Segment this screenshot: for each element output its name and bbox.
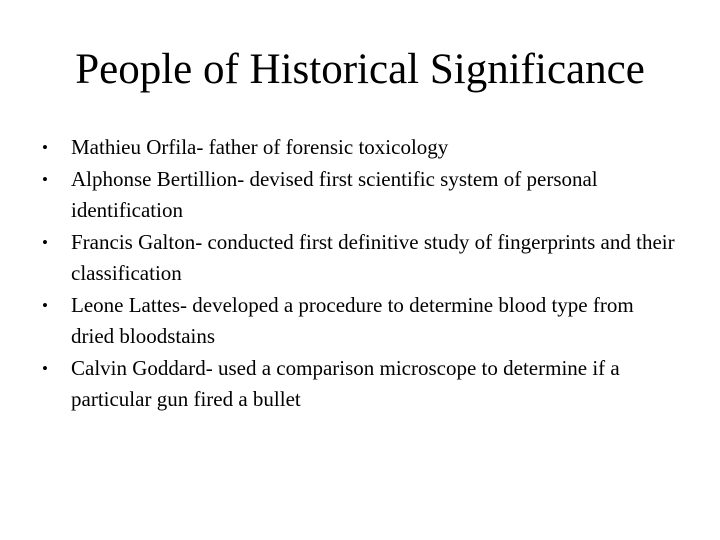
bullet-text: Alphonse Bertillion- devised first scientific system of personal identification (71, 166, 598, 222)
bullet-icon: • (42, 358, 48, 378)
bullet-item-galton (42, 227, 682, 290)
bullet-icon: • (42, 169, 48, 189)
bullet-item-lattes (42, 290, 682, 353)
bullet-text: Francis Galton- conducted first definitive study of fingerprints and their classification (71, 229, 675, 285)
bullet-icon: • (42, 295, 48, 315)
slide-title: People of Historical Significance (75, 46, 645, 93)
bullet-text: Calvin Goddard- used a comparison microscope to determine if a particular gun fired a bullet (71, 355, 620, 411)
bullet-list (42, 132, 682, 416)
bullet-item-orfila (42, 132, 682, 164)
bullet-text: Leone Lattes- developed a procedure to determine blood type from dried bloodstains (71, 292, 634, 348)
bullet-text: Mathieu Orfila- father of forensic toxicology (71, 135, 449, 159)
bullet-icon: • (42, 232, 48, 252)
bullet-icon: • (42, 138, 48, 157)
bullet-item-goddard (42, 353, 682, 416)
bullet-item-bertillion (42, 164, 682, 227)
